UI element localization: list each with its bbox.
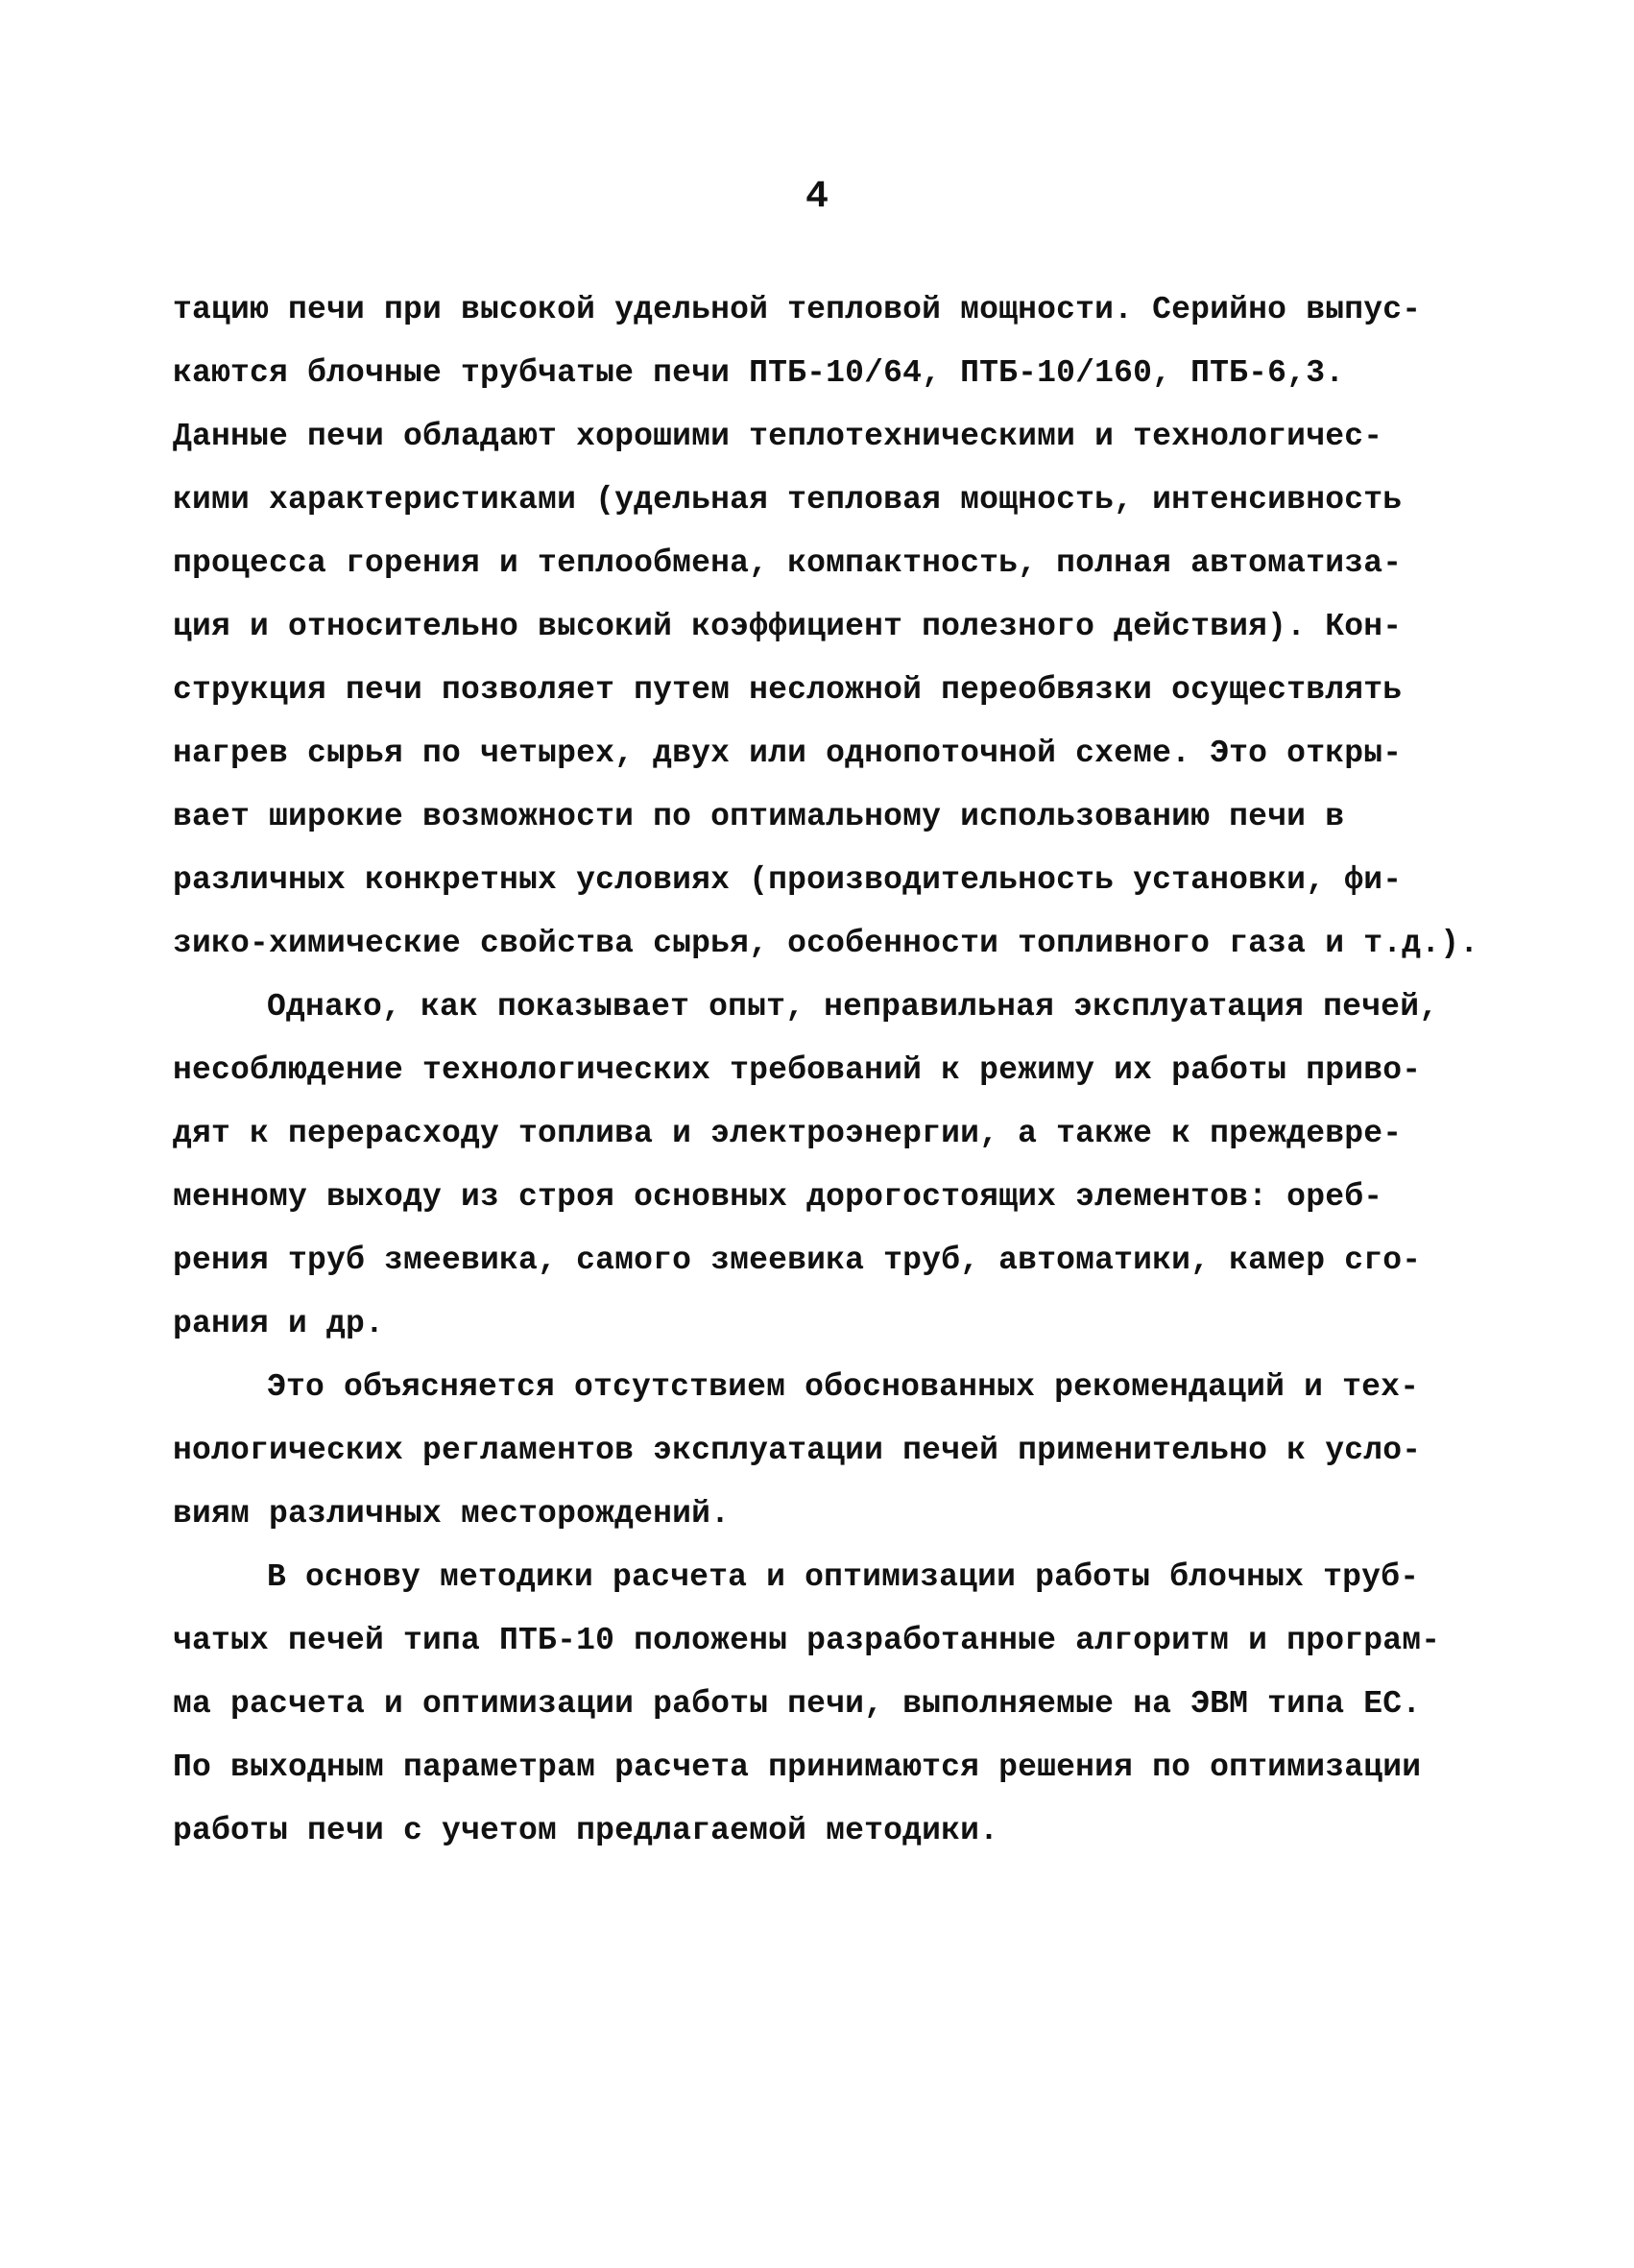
text-line: чатых печей типа ПТБ-10 положены разработанные алгоритм и програм-	[173, 1623, 1441, 1658]
text-line: несоблюдение технологических требований к режиму их работы приво-	[173, 1052, 1422, 1088]
text-line: менному выходу из строя основных дорогостоящих элементов: ореб-	[173, 1179, 1383, 1215]
text-line: дят к перерасходу топлива и электроэнергии, а также к преждевре-	[173, 1116, 1403, 1151]
text-line: каются блочные трубчатые печи ПТБ-10/64, ПТБ-10/160, ПТБ-6,3.	[173, 355, 1345, 391]
text-line: По выходным параметрам расчета принимаются решения по оптимизации	[173, 1749, 1422, 1785]
text-line: тацию печи при высокой удельной тепловой мощности. Серийно выпус-	[173, 292, 1422, 327]
text-line: Данные печи обладают хорошими теплотехническими и технологичес-	[173, 419, 1383, 454]
text-line: работы печи с учетом предлагаемой методики.	[173, 1813, 999, 1848]
text-line: нагрев сырья по четырех, двух или однопоточной схеме. Это откры-	[173, 736, 1403, 771]
text-line: виям различных месторождений.	[173, 1496, 731, 1532]
paragraph	[173, 1546, 1459, 1863]
text-line: В основу методики расчета и оптимизации работы блочных труб-	[267, 1559, 1420, 1595]
text-line: рения труб змеевика, самого змеевика труб, автоматики, камер сго-	[173, 1243, 1422, 1278]
paragraph	[173, 278, 1479, 976]
page-number: 4	[805, 176, 829, 219]
text-line: ция и относительно высокий коэффициент полезного действия). Кон-	[173, 609, 1403, 644]
text-line: различных конкретных условиях (производительность установки, фи-	[173, 862, 1403, 898]
text-line: нологических регламентов эксплуатации печей применительно к усло-	[173, 1433, 1422, 1468]
paragraph	[173, 976, 1459, 1356]
text-line: Это объясняется отсутствием обоснованных рекомендаций и тех-	[267, 1369, 1420, 1405]
text-line: зико-химические свойства сырья, особенности топливного газа и т.д.).	[173, 926, 1479, 961]
text-line: рания и др.	[173, 1306, 385, 1341]
text-line: процесса горения и теплообмена, компактность, полная автоматиза-	[173, 545, 1403, 581]
text-line: струкция печи позволяет путем несложной переобвязки осуществлять	[173, 672, 1403, 708]
body-text	[173, 278, 1479, 1863]
text-line: ма расчета и оптимизации работы печи, выполняемые на ЭВМ типа ЕС.	[173, 1686, 1422, 1722]
text-line: вает широкие возможности по оптимальному использованию печи в	[173, 799, 1345, 834]
paragraph	[173, 1356, 1459, 1546]
text-line: кими характеристиками (удельная тепловая мощность, интенсивность	[173, 482, 1403, 518]
text-line: Однако, как показывает опыт, неправильная эксплуатация печей,	[267, 989, 1439, 1025]
